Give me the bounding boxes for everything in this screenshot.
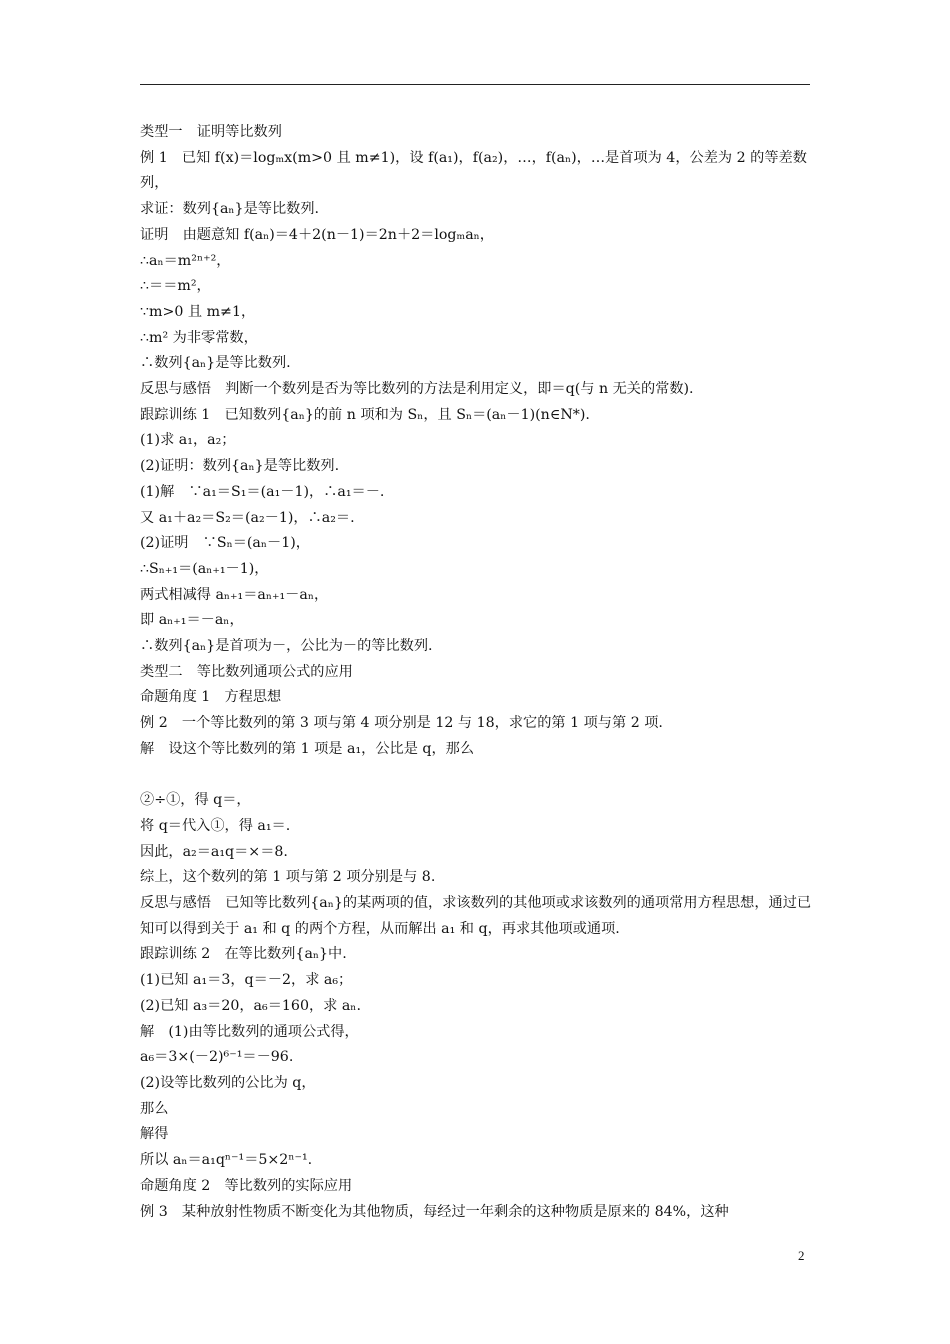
reflection-note: 反思与感悟 已知等比数列{aₙ}的某两项的值，求该数列的其他项或求该数列的通项常用方程思想，通过已知可以得到关于 a₁ 和 q 的两个方程，从而解出 a₁ 和 q，再求其他项或通项. bbox=[140, 895, 812, 937]
page-number: 2 bbox=[798, 1248, 805, 1263]
solution-line: 综上，这个数列的第 1 项与第 2 项分别是与 8. bbox=[140, 869, 436, 886]
subsection-heading: 命题角度 1 方程思想 bbox=[140, 689, 282, 706]
document-body bbox=[140, 120, 812, 1225]
solution-line: ②÷①，得 q＝， bbox=[140, 792, 251, 809]
solution-line: (1)解 ∵a₁＝S₁＝(a₁－1)，∴a₁＝－. bbox=[140, 483, 385, 500]
solution-line: a₆＝3×(－2)⁶⁻¹＝－96. bbox=[140, 1049, 294, 1066]
solution-line: ∴数列{aₙ}是首项为－，公比为－的等比数列. bbox=[140, 638, 433, 655]
proof-line: ∵m>0 且 m≠1， bbox=[140, 303, 256, 320]
exercise-statement: 跟踪训练 2 在等比数列{aₙ}中. bbox=[140, 946, 347, 963]
proof-line: ∴数列{aₙ}是等比数列. bbox=[140, 355, 291, 372]
proof-line: ∴＝＝m²， bbox=[140, 278, 211, 295]
exercise-part: (2)证明：数列{aₙ}是等比数列. bbox=[140, 458, 340, 475]
exercise-part: (2)已知 a₃＝20，a₆＝160，求 aₙ. bbox=[140, 997, 361, 1014]
exercise-statement: 跟踪训练 1 已知数列{aₙ}的前 n 项和为 Sₙ，且 Sₙ＝(aₙ－1)(n∈N*). bbox=[140, 406, 590, 423]
solution-line: 即 aₙ₊₁＝－aₙ， bbox=[140, 612, 244, 629]
example-statement: 例 1 已知 f(x)＝logₘx(m>0 且 m≠1)，设 f(a₁)，f(a₂)，…，f(aₙ)，…是首项为 4，公差为 2 的等差数列， bbox=[140, 149, 807, 192]
solution-line: 那么 bbox=[140, 1100, 169, 1117]
proof-line: ∴aₙ＝m²ⁿ⁺²， bbox=[140, 252, 231, 269]
blank-line bbox=[140, 763, 812, 789]
solution-line: (2)证明 ∵Sₙ＝(aₙ－1)， bbox=[140, 535, 310, 552]
solution-line: 两式相减得 aₙ₊₁＝aₙ₊₁－aₙ， bbox=[140, 586, 329, 603]
proof-line: ∴m² 为非零常数， bbox=[140, 329, 258, 346]
proof-goal: 求证：数列{aₙ}是等比数列. bbox=[140, 201, 320, 218]
solution-line: (2)设等比数列的公比为 q， bbox=[140, 1075, 316, 1091]
section-heading: 类型一 证明等比数列 bbox=[140, 124, 282, 140]
solution-line: 因此，a₂＝a₁q＝×＝8. bbox=[140, 843, 288, 860]
solution-line: 所以 aₙ＝a₁qⁿ⁻¹＝5×2ⁿ⁻¹. bbox=[140, 1152, 313, 1169]
exercise-part: (1)已知 a₁＝3，q＝－2，求 a₆； bbox=[140, 972, 353, 989]
example-statement: 例 2 一个等比数列的第 3 项与第 4 项分别是 12 与 18，求它的第 1 项与第 2 项. bbox=[140, 715, 663, 732]
proof-line: 证明 由题意知 f(aₙ)＝4＋2(n－1)＝2n＋2＝logₘaₙ， bbox=[140, 226, 494, 243]
solution-line: 又 a₁＋a₂＝S₂＝(a₂－1)，∴a₂＝. bbox=[140, 509, 355, 526]
header-rule bbox=[140, 84, 810, 85]
solution-line: 将 q＝代入①，得 a₁＝. bbox=[140, 817, 291, 834]
subsection-heading: 命题角度 2 等比数列的实际应用 bbox=[140, 1177, 353, 1194]
exercise-part: (1)求 a₁，a₂； bbox=[140, 432, 236, 449]
solution-line: 解得 bbox=[140, 1126, 169, 1143]
solution-line: 解 (1)由等比数列的通项公式得， bbox=[140, 1023, 359, 1040]
section-heading: 类型二 等比数列通项公式的应用 bbox=[140, 663, 353, 680]
solution-line: 解 设这个等比数列的第 1 项是 a₁，公比是 q，那么 bbox=[140, 740, 475, 757]
reflection-note: 反思与感悟 判断一个数列是否为等比数列的方法是利用定义，即＝q(与 n 无关的常数). bbox=[140, 381, 694, 398]
solution-line: ∴Sₙ₊₁＝(aₙ₊₁－1)， bbox=[140, 560, 269, 577]
example-statement: 例 3 某种放射性物质不断变化为其他物质，每经过一年剩余的这种物质是原来的 84%，这种 bbox=[140, 1203, 729, 1220]
